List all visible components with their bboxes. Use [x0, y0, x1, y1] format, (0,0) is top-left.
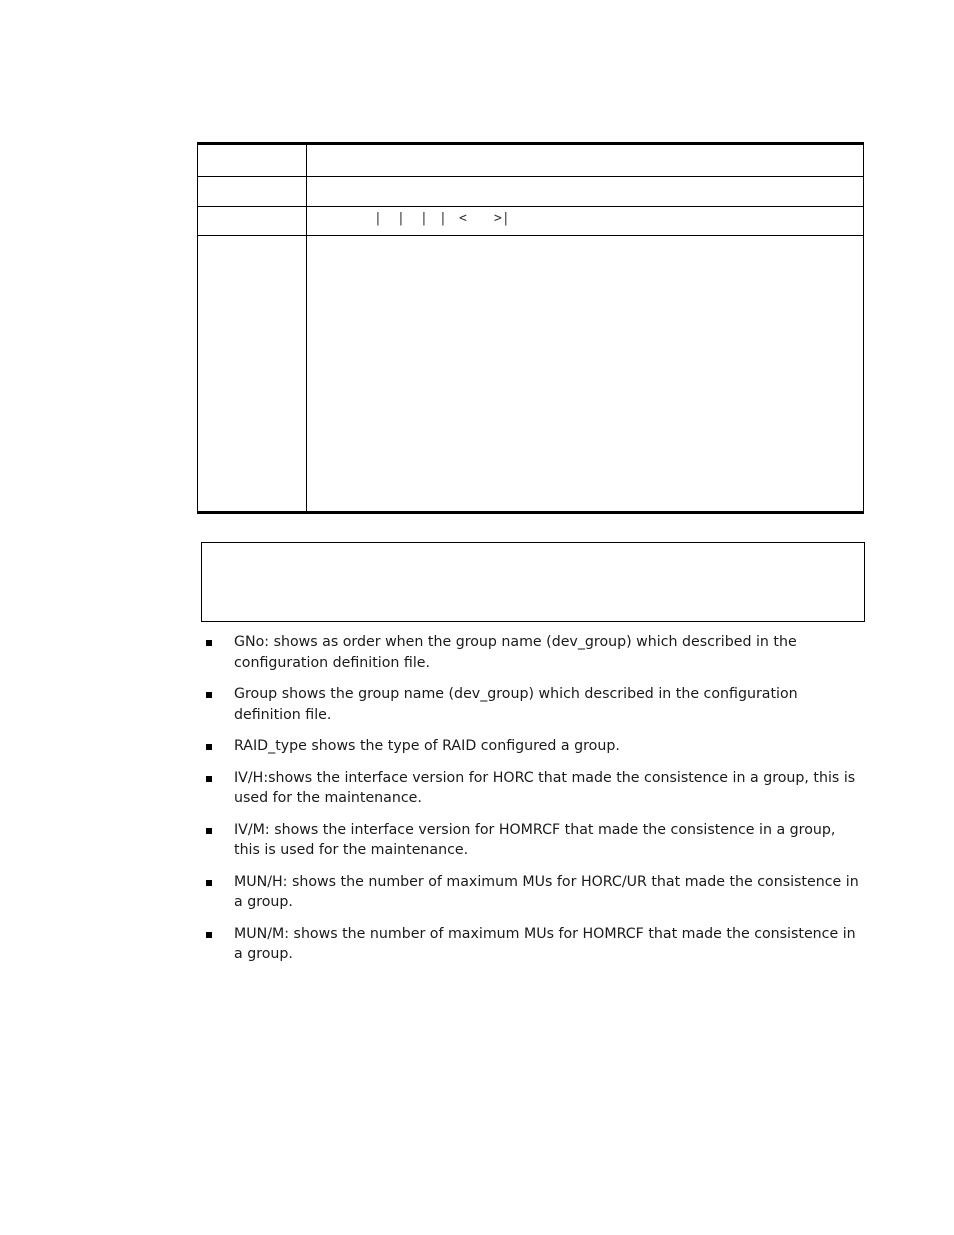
table-column-divider — [306, 145, 307, 511]
table-row-divider — [198, 176, 863, 177]
list-item — [206, 768, 862, 809]
table-row-divider — [198, 235, 863, 236]
field-description-list — [206, 632, 862, 976]
list-item-text: MUN/M: shows the number of maximum MUs for HOMRCF that made the consistence in a group. — [234, 925, 856, 962]
square-bullet-icon — [206, 776, 212, 782]
syntax-row-glyphs — [374, 211, 534, 229]
syntax-glyph: | — [439, 211, 447, 226]
square-bullet-icon — [206, 932, 212, 938]
example-output-box — [201, 542, 865, 622]
syntax-glyph: | — [374, 211, 382, 226]
table-row-divider — [198, 206, 863, 207]
list-item — [206, 872, 862, 913]
square-bullet-icon — [206, 828, 212, 834]
syntax-glyph: >| — [494, 211, 510, 226]
list-item — [206, 924, 862, 965]
list-item-text: MUN/H: shows the number of maximum MUs for HORC/UR that made the consistence in a group. — [234, 873, 859, 910]
square-bullet-icon — [206, 640, 212, 646]
syntax-glyph: | — [397, 211, 405, 226]
list-item-text: IV/H:shows the interface version for HORC that made the consistence in a group, this is used for the maintenance. — [234, 769, 856, 806]
square-bullet-icon — [206, 744, 212, 750]
list-item-text: IV/M: shows the interface version for HOMRCF that made the consistence in a group, this is used for the maintenance. — [234, 821, 836, 858]
list-item — [206, 820, 862, 861]
square-bullet-icon — [206, 692, 212, 698]
syntax-glyph: | — [420, 211, 428, 226]
list-item-text: RAID_type shows the type of RAID configured a group. — [234, 738, 620, 754]
list-item — [206, 736, 862, 757]
list-item — [206, 632, 862, 673]
list-item — [206, 684, 862, 725]
square-bullet-icon — [206, 880, 212, 886]
list-item-text: GNo: shows as order when the group name (dev_group) which described in the configuration definition file. — [234, 634, 797, 671]
list-item-text: Group shows the group name (dev_group) which described in the configuration definition file. — [234, 686, 798, 723]
command-reference-table — [197, 142, 864, 514]
syntax-glyph: < — [459, 211, 467, 226]
